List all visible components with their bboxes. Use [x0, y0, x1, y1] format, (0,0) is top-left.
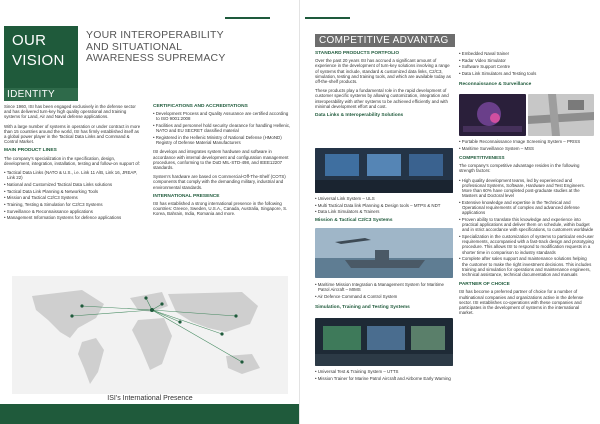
list-item: • Universal Test & Training System – UTTS: [315, 369, 453, 374]
list-item: • Data Link Simulators and Testing tools: [459, 71, 594, 76]
identity-paragraph: Since 1960, ISI has been engaged exclusively in the defense sector and has delivered turn-key high quality operational and training systems for Land, Air and Naval defense applications.: [4, 104, 136, 120]
mission-list: [315, 282, 453, 299]
portfolio-paragraph: Over the past 20 years ISI has accrued a significant amount of experience in the development of turn-key solutions involving a range of systems that include, standard & customized data links, C2/C3, simulation, testing and training tools, and which are available today as off-the-shelf products.: [315, 58, 451, 85]
data-links-image: [315, 148, 453, 193]
standards-paragraph: System's hardware are based on Commercial-Off-The-Shelf (COTS) components that comply with the demanding military, industrial and environmental standards.: [153, 174, 286, 190]
partner-text: ISI has become a preferred partner of choice for a number of multinational companies and organizations active in the defense sector. ISI establishes co-operations with these companies and participates in the development of systems in the international market.: [459, 289, 584, 316]
map-caption: ISI's International Presence: [107, 395, 193, 402]
mission-image: [315, 228, 453, 278]
list-item: • Tactical Data Link Planning & Networking Tools: [4, 189, 142, 194]
list-item: • Development Process and Quality Assurance are certified according to ISO 9001:2008: [153, 111, 291, 121]
tagline-line: YOUR INTEROPERABILITY: [86, 29, 224, 41]
partner-heading: PARTNER OF CHOICE: [459, 282, 510, 288]
list-item: • Proven ability to translate this knowledge and experience into practical applications and deliver them on schedule, within budget and in strict accordance with specifications, to customers worldwide: [459, 217, 594, 233]
simulation-image: [315, 318, 453, 366]
competitiveness-heading: COMPETITIVENESS: [459, 155, 505, 161]
standard-portfolio-heading: STANDARD PRODUCTS PORTFOLIO: [315, 51, 400, 56]
list-item: • Maritime Mission Integration & Management System for Maritime Patrol Aircraft – MIMS: [315, 282, 453, 292]
list-item: • Mission Trainer for Marine Patrol Aircraft and Airborne Early Warning: [315, 376, 453, 381]
top-list: [459, 51, 594, 76]
international-text: ISI has established a strong international presence in the following countries: Greece, Sweden, U.S.A., Canada, Australia, Singapore, S. Korea, Bahrain, India, Romania and more.: [153, 201, 288, 217]
tagline-line: AND SITUATIONAL: [86, 40, 183, 53]
vision-title-line: VISION: [12, 52, 65, 69]
competitive-heading: COMPETITIVE ADVANTAG: [315, 34, 455, 47]
list-item: • Universal Link System – ULS: [315, 196, 453, 201]
simulation-photo: [315, 318, 453, 366]
top-rule: [225, 17, 270, 19]
data-links-photo: [315, 148, 453, 193]
world-map: [12, 276, 288, 394]
certifications-heading: CERTIFICATIONS AND ACCREDITATIONS: [153, 104, 248, 109]
list-item: • Specialization in the customization of systems to particular end-user requirements, accompanied with a fast-track design and prototyping procedure. This allows ISI to respond to modification requests in a shorter time in comparison to industry standards: [459, 234, 594, 255]
mission-list-column: [315, 282, 453, 312]
tagline-line: AWARENESS SUPREMACY: [86, 52, 226, 64]
recon-image-1: [459, 94, 526, 136]
list-item: • Data Link Simulators & Trainers: [315, 209, 453, 214]
recon-list: [459, 139, 594, 151]
identity-paragraph: With a large number of systems in operation or under contract in more than 15 countries around the world, ISI has firmly established itself as a global power player in the Tactical Data Links and Command & Control Market.: [4, 123, 141, 145]
list-item: • Extensive knowledge and expertise in the Technical and Operational requirements of complex and advanced defense applications: [459, 200, 594, 216]
portfolio-paragraph: These products play a fundamental role in the rapid development of customer specific systems by allowing customization, integration and interoperability with other systems to be achieved efficiently and with minimal development effort and cost.: [315, 88, 449, 109]
data-links-list-column: [315, 196, 453, 225]
portfolio-column: [315, 51, 453, 120]
mission-heading: Mission & Tactical C2/C3 Systems: [315, 217, 393, 223]
list-item: • Training, Testing & Simulation for C2/C3 Systems: [4, 202, 142, 207]
list-item: • Software Support Centre: [459, 64, 594, 69]
list-item: • National and Customized Tactical Data Links solutions: [4, 182, 142, 187]
data-links-heading: Data Links & Interoperability Solutions: [315, 113, 404, 119]
world-map-graphic: [12, 276, 288, 394]
recon-image-2: [528, 94, 594, 136]
recon-photo-2: [528, 94, 594, 136]
standards-paragraph: ISI develops and integrates system hardware and software in accordance with internal development and configuration management procedures, conforming to the DoD MIL-STD-498, and IEEE12207 standards.: [153, 149, 289, 171]
top-list-column: [459, 51, 594, 90]
main-product-lines-heading: MAIN PRODUCT LINES: [4, 148, 57, 154]
list-item: • High quality development teams, led by experienced and professional Systems, Software, Hardware and Test Engineers. More than 60% have completed post-graduate studies at the Masters and Doctoral level: [459, 178, 594, 199]
certifications-list: [153, 111, 291, 145]
main-product-lines-list: [4, 170, 142, 221]
list-item: • Facilities and personnel hold security clearance for handling Hellenic, NATO and EU SECRET classified material: [153, 123, 291, 133]
list-item: • Embedded Naval trainer: [459, 51, 594, 56]
vision-title-line: OUR: [12, 32, 47, 49]
international-heading: INTERNATIONAL PRESENCE: [153, 193, 220, 199]
list-item: • Tactical Data Links (NATO & U.S., i.e. Link 11 A/B, Link 16, JREAP, Link 22): [4, 170, 142, 180]
simulation-list: [315, 369, 453, 381]
identity-column: [4, 104, 142, 222]
list-item: • Registered in the Hellenic Ministry of National Defense (HMoND) Registry of Defense Material Manufacturers: [153, 135, 291, 145]
tagline: [86, 30, 286, 65]
list-item: • Mission and Tactical C2/C3 Systems: [4, 195, 142, 200]
mission-photo: [315, 228, 453, 278]
list-item: • Portable Reconnaissance Image Screening System – PRISS: [459, 139, 594, 144]
list-item: • Radar Video Simulator: [459, 58, 594, 63]
competitiveness-intro: The company's competitive advantage resides in the following strength factors:: [459, 163, 580, 174]
recon-column: [459, 139, 594, 319]
data-links-list: [315, 196, 453, 215]
identity-heading: IDENTITY: [4, 88, 78, 101]
simulation-list-column: [315, 369, 453, 382]
list-item: • Air Defence Command & Control System: [315, 294, 453, 299]
list-item: • Complete after sales support and maintenance solutions helping the customer to make the right investment decisions. This includes training and simulation for operations and maintenance engineers, technical assistance, technical documentation and manuals: [459, 256, 594, 277]
recon-photo-1: [459, 94, 526, 136]
list-item: • Surveillance & Reconnaissance applications: [4, 209, 142, 214]
bottom-band: [0, 404, 300, 424]
certifications-column: [153, 104, 291, 221]
vision-title-box: [4, 26, 78, 92]
simulation-heading: Simulation, Training and Testing Systems: [315, 305, 410, 311]
list-item: • Management Information Systems for defence applications: [4, 215, 142, 220]
main-product-lines-intro: The company's specialization in the specification, design, development, integration, installation, testing and follow-on support of:: [4, 155, 140, 166]
list-item: • Maritime Surveillance System – MSS: [459, 146, 594, 151]
recon-heading: Reconnaissance & Surveillance: [459, 82, 532, 88]
list-item: • Multi Tactical Data link Planning & Design tools – MTPS & NDT: [315, 203, 453, 208]
competitiveness-list: [459, 178, 594, 278]
top-rule: [305, 17, 350, 19]
